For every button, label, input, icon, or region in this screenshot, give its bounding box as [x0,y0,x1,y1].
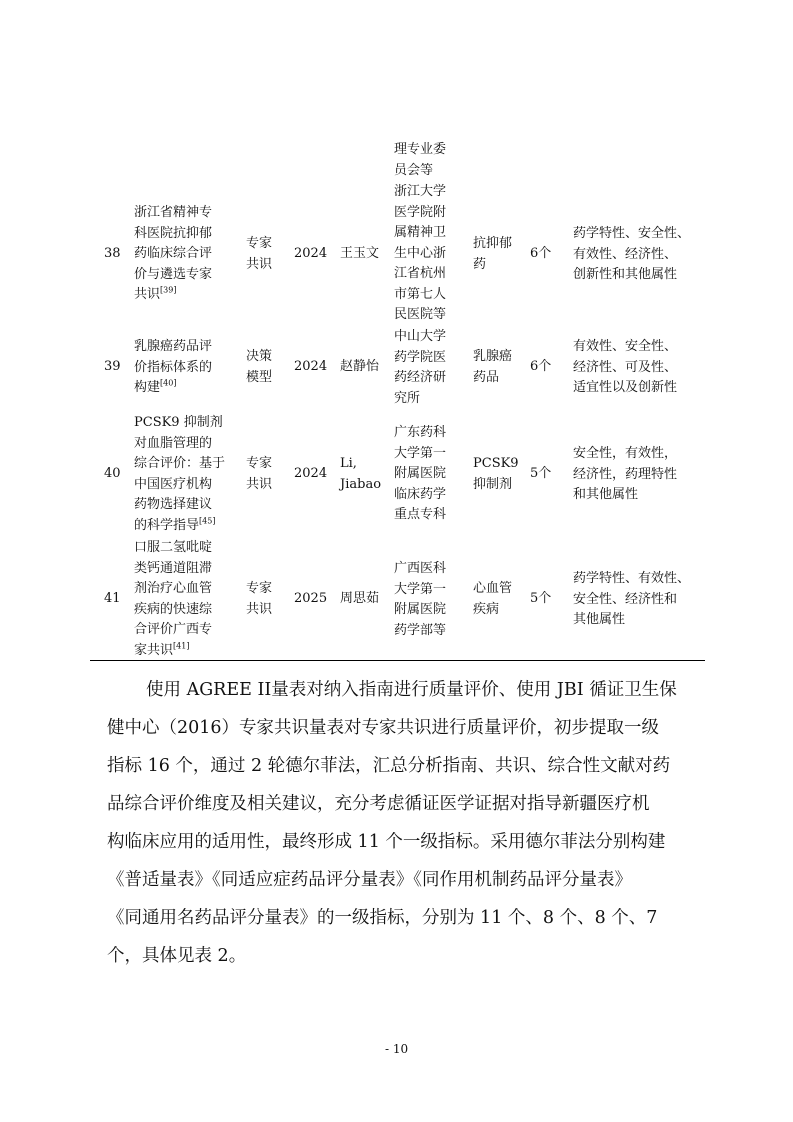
row-index: 40 [104,466,121,481]
row-count: 6个 [530,359,552,374]
row-type: 专家 共识 [246,456,273,492]
row-type: 专家 共识 [246,581,273,617]
paragraph-line: 《同通用名药品评分量表》的一级指标，分别为 11 个、8 个、8 个、7 [107,908,658,928]
row-count: 6个 [530,246,552,261]
org-continuation: 理专业委 员会等 [394,142,447,178]
row-drug: 心血管 疾病 [473,581,513,617]
row-drug: 抗抑郁 药 [473,236,513,272]
paragraph-line: 个，具体见表 2。 [107,946,247,966]
row-year: 2024 [294,466,328,481]
row-count: 5个 [530,466,552,481]
citation-ref: [41] [173,641,190,651]
row-dimensions: 药学特性、安全性、 有效性、经济性、 创新性和其他属性 [573,226,691,282]
row-title: PCSK9 抑制剂 对血脂管理的 综合评价：基于 中国医疗机构 药物选择建议 的科学指导[45] [134,415,226,533]
row-org: 浙江大学 医学院附 属精神卫 生中心浙 江省杭州 市第七人 民医院等 [394,184,447,322]
row-year: 2024 [294,246,328,261]
row-type: 专家 共识 [246,236,273,272]
paragraph-line: 健中心（2016）专家共识量表对专家共识进行质量评价，初步提取一级 [107,718,660,738]
row-drug: PCSK9 抑制剂 [473,456,519,492]
row-dimensions: 药学特性、有效性、 安全性、经济性和 其他属性 [573,571,691,627]
row-org: 广西医科 大学第一 附属医院 药学部等 [394,561,447,638]
row-dimensions: 有效性、安全性、 经济性、可及性、 适宜性以及创新性 [573,339,678,395]
row-title: 浙江省精神专 科医院抗抑郁 药临床综合评 价与遴选专家 共识[39] [134,205,213,302]
paragraph-line: 品综合评价维度及相关建议，充分考虑循证医学证据对指导新疆医疗机 [107,794,650,814]
row-type: 决策 模型 [246,349,273,385]
row-year: 2025 [294,591,328,606]
paragraph-line: 构临床应用的适用性，最终形成 11 个一级指标。采用德尔菲法分别构建 [107,832,666,852]
row-org: 中山大学 药学院医 药经济研 究所 [394,329,447,406]
row-title: 口服二氢吡啶 类钙通道阻滞 剂治疗心血管 疾病的快速综 合评价广西专 家共识[41] [134,540,213,658]
row-dimensions: 安全性，有效性， 经济性，药理特性 和其他属性 [573,446,678,502]
citation-ref: [45] [199,516,216,526]
row-drug: 乳腺癌 药品 [473,349,513,385]
row-count: 5个 [530,591,552,606]
row-author: 周思茹 [340,591,380,606]
page-number: - 10 [385,1042,409,1056]
paragraph-line: 指标 16 个，通过 2 轮德尔菲法，汇总分析指南、共识、综合性文献对药 [107,756,671,776]
row-author: Li, Jiabao [340,456,382,492]
paragraph-line: 《普适量表》《同适应症药品评分量表》《同作用机制药品评分量表》 [107,870,632,890]
table-bottom-rule [90,660,705,661]
row-org: 广东药科 大学第一 附属医院 临床药学 重点专科 [394,425,447,522]
citation-ref: [39] [160,285,177,295]
row-year: 2024 [294,359,328,374]
row-index: 41 [104,591,121,606]
row-author: 赵静怡 [340,359,380,374]
paragraph-line: 使用 AGREE II量表对纳入指南进行质量评价、使用 JBI 循证卫生保 [146,680,677,700]
citation-ref: [40] [160,378,177,388]
row-author: 王玉文 [340,246,380,261]
row-index: 38 [104,246,121,261]
row-title: 乳腺癌药品评 价指标体系的 构建[40] [134,339,213,395]
row-index: 39 [104,359,121,374]
